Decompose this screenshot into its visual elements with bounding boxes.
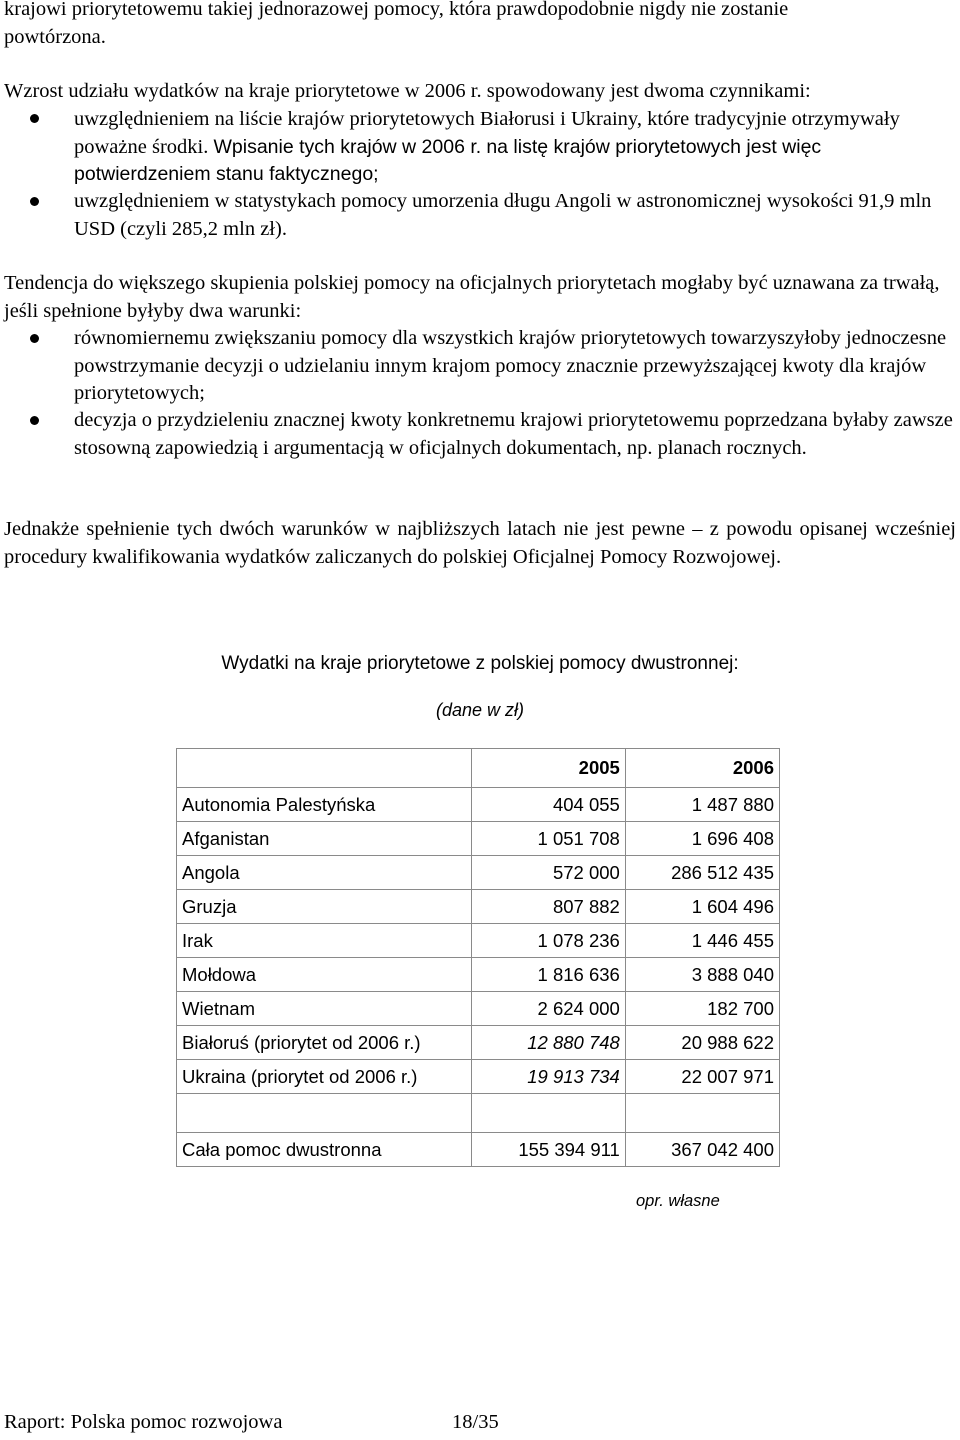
value-2005-cell: 2 624 000: [471, 992, 625, 1026]
table-title: Wydatki na kraje priorytetowe z polskiej pomocy dwustronnej:: [221, 653, 739, 674]
country-cell: Angola: [177, 856, 472, 890]
country-cell: Mołdowa: [177, 958, 472, 992]
header-cell-2006: 2006: [625, 749, 779, 788]
table-row: [177, 1060, 780, 1094]
country-cell: Afganistan: [177, 822, 472, 856]
country-cell: Ukraina (priorytet od 2006 r.): [177, 1060, 472, 1094]
value-2005-cell: 1 051 708: [471, 822, 625, 856]
country-cell: Wietnam: [177, 992, 472, 1026]
table-row: [177, 924, 780, 958]
value-2005-cell: 19 913 734: [471, 1060, 625, 1094]
table-unit-note: (dane w zł): [435, 700, 525, 720]
total-label-cell: Cała pomoc dwustronna: [177, 1133, 472, 1167]
trend-paragraph-lead: Tendencja do większego skupienia polskiej pomocy na oficjalnych priorytetach mogłaby być uznawana za trwałą, jeśli spełnione byłyby dwa warunki:: [4, 272, 940, 322]
bullet-icon: [30, 334, 39, 343]
footer-page-number: 18/35: [452, 1411, 499, 1433]
value-2005-cell: 1 078 236: [471, 924, 625, 958]
value-2006-cell: 1 604 496: [625, 890, 779, 924]
value-2006-cell: 1 446 455: [625, 924, 779, 958]
value-2005-cell: 807 882: [471, 890, 625, 924]
growth-paragraph-lead: Wzrost udziału wydatków na kraje priorytetowe w 2006 r. spowodowany jest dwoma czynnikami:: [4, 80, 811, 102]
table-row: [177, 890, 780, 924]
country-cell: Autonomia Palestyńska: [177, 788, 472, 822]
table-row: [177, 788, 780, 822]
value-2006-cell: 286 512 435: [625, 856, 779, 890]
however-paragraph: Jednakże spełnienie tych dwóch warunków w najbliższych latach nie jest pewne – z powodu opisanej wcześniej procedury kwalifikowania wydatków zaliczanych do polskiej Oficjalnej Pomocy Rozwojowej.: [4, 518, 956, 568]
value-2006-cell: 3 888 040: [625, 958, 779, 992]
total-2005-cell: 155 394 911: [471, 1133, 625, 1167]
table-source-note: opr. własne: [636, 1192, 720, 1210]
value-2006-cell: 22 007 971: [625, 1060, 779, 1094]
trend-bullet-2: decyzja o przydzieleniu znacznej kwoty konkretnemu krajowi priorytetowemu poprzedzana byłaby zawsze stosowną zapowiedzią i argumentacją w oficjalnych dokumentach, np. planach rocznych.: [74, 409, 953, 459]
total-2006-cell: 367 042 400: [625, 1133, 779, 1167]
table-row: [177, 958, 780, 992]
table-row: [177, 856, 780, 890]
country-cell: Irak: [177, 924, 472, 958]
table-header-row: [177, 749, 780, 788]
value-2005-cell: 12 880 748: [471, 1026, 625, 1060]
empty-cell: [471, 1094, 625, 1133]
bullet-icon: [30, 197, 39, 206]
growth-bullet-1: [74, 106, 954, 189]
expenditure-table: [176, 748, 780, 1167]
table-total-row: [177, 1133, 780, 1167]
bullet-icon: [30, 114, 39, 123]
country-cell: Białoruś (priorytet od 2006 r.): [177, 1026, 472, 1060]
trend-bullet-1: równomiernemu zwiększaniu pomocy dla wszystkich krajów priorytetowych towarzyszyłoby jednoczesne powstrzymanie decyzji o udzielaniu innym krajom pomocy znacznie przewyższającej kwoty dla krajów priorytetowych;: [74, 327, 947, 404]
growth-bullet-1-text: uwzględnieniem na liście krajów priorytetowych Białorusi i Ukrainy, które tradycyjnie otrzymywały poważne środki.: [74, 108, 900, 158]
table-spacer-row: [177, 1094, 780, 1133]
intro-line-1: krajowi priorytetowemu takiej jednorazowej pomocy, która prawdopodobnie nigdy nie zostanie: [4, 0, 789, 20]
empty-cell: [177, 1094, 472, 1133]
country-cell: Gruzja: [177, 890, 472, 924]
intro-line-2: powtórzona.: [4, 26, 106, 48]
table-row: [177, 992, 780, 1026]
footer-report-title: Raport: Polska pomoc rozwojowa: [4, 1411, 283, 1433]
value-2005-cell: 1 816 636: [471, 958, 625, 992]
header-cell-2005: 2005: [471, 749, 625, 788]
value-2006-cell: 182 700: [625, 992, 779, 1026]
value-2006-cell: 20 988 622: [625, 1026, 779, 1060]
value-2005-cell: 572 000: [471, 856, 625, 890]
table-row: [177, 822, 780, 856]
value-2006-cell: 1 487 880: [625, 788, 779, 822]
value-2005-cell: 404 055: [471, 788, 625, 822]
empty-cell: [625, 1094, 779, 1133]
header-cell-country: [177, 749, 472, 788]
table-row: [177, 1026, 780, 1060]
growth-bullet-2: uwzględnieniem w statystykach pomocy umorzenia długu Angoli w astronomicznej wysokości 91,9 mln USD (czyli 285,2 mln zł).: [74, 190, 932, 240]
growth-bullet-1-tail: na listę krajów priorytetowych jest więc potwierdzeniem stanu faktycznego;: [74, 135, 822, 185]
value-2006-cell: 1 696 408: [625, 822, 779, 856]
bullet-icon: [30, 416, 39, 425]
growth-bullet-1-sans: Wpisanie tych krajów w 2006 r.: [213, 135, 482, 158]
